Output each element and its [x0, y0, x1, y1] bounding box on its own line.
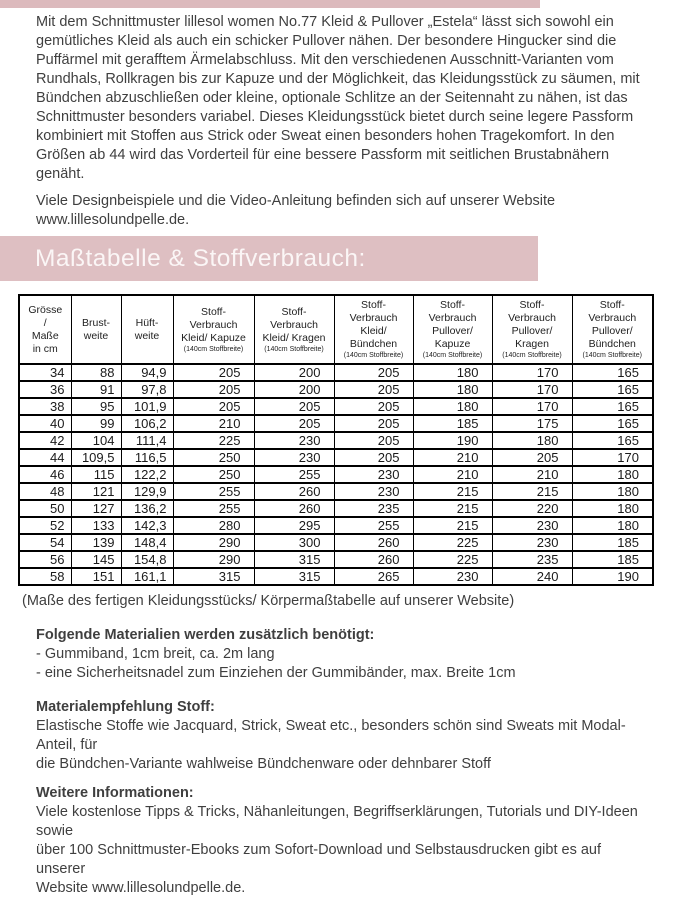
value-cell: 255 — [334, 517, 413, 534]
table-row — [19, 364, 653, 381]
value-cell: 260 — [334, 534, 413, 551]
value-cell: 210 — [413, 449, 492, 466]
info-heading: Weitere Informationen: — [36, 785, 194, 801]
column-header-line: Kleid/ Kapuze — [181, 331, 246, 344]
value-cell: 205 — [334, 364, 413, 381]
value-cell: 210 — [173, 415, 254, 432]
column-header-line: Pullover/ — [432, 325, 473, 337]
value-cell: 230 — [254, 449, 334, 466]
table-row — [19, 449, 653, 466]
value-cell: 205 — [254, 415, 334, 432]
value-cell: 205 — [334, 449, 413, 466]
value-cell: 88 — [71, 364, 121, 381]
value-cell: 170 — [572, 449, 653, 466]
column-header-line: Brust- — [81, 316, 110, 329]
value-cell: 255 — [254, 466, 334, 483]
value-cell: 210 — [492, 466, 572, 483]
column-header-line: Stoff- — [361, 299, 386, 311]
size-cell: 50 — [19, 500, 71, 517]
value-cell: 111,4 — [121, 432, 173, 449]
value-cell: 315 — [254, 568, 334, 585]
value-cell: 109,5 — [71, 449, 121, 466]
value-cell: 250 — [173, 449, 254, 466]
column-header-line: Grösse — [28, 303, 63, 316]
value-cell: 230 — [254, 432, 334, 449]
value-cell: 122,2 — [121, 466, 173, 483]
value-cell: 235 — [492, 551, 572, 568]
column-header — [334, 295, 413, 364]
table-row — [19, 415, 653, 432]
value-cell: 205 — [492, 449, 572, 466]
value-cell: 215 — [492, 483, 572, 500]
size-cell: 54 — [19, 534, 71, 551]
column-header-line: Stoff- — [599, 299, 625, 311]
value-cell: 220 — [492, 500, 572, 517]
column-header-line: Kleid/ Kragen — [262, 331, 326, 344]
more-info-section — [36, 784, 647, 898]
column-header-line: Verbrauch — [588, 312, 637, 324]
size-cell: 34 — [19, 364, 71, 381]
website-note-line: Viele Designbeispiele und die Video-Anleitung befinden sich auf unserer Website — [36, 193, 556, 209]
value-cell: 180 — [572, 483, 653, 500]
column-header-line: Kleid/ — [360, 325, 387, 337]
value-cell: 154,8 — [121, 551, 173, 568]
value-cell: 165 — [572, 381, 653, 398]
info-line: über 100 Schnittmuster-Ebooks zum Sofort-Download und Selbstausdrucken gibt es auf unserer — [36, 842, 602, 877]
value-cell: 205 — [254, 398, 334, 415]
value-cell: 280 — [173, 517, 254, 534]
value-cell: 101,9 — [121, 398, 173, 415]
info-line: Viele kostenlose Tipps & Tricks, Nähanleitungen, Begriffserklärungen, Tutorials und DIY-Ideen sowie — [36, 804, 638, 839]
value-cell: 185 — [572, 534, 653, 551]
value-cell: 225 — [413, 534, 492, 551]
size-cell: 40 — [19, 415, 71, 432]
value-cell: 260 — [254, 483, 334, 500]
value-cell: 180 — [572, 517, 653, 534]
table-caption: (Maße des fertigen Kleidungsstücks/ Körpermaßtabelle auf unserer Website) — [22, 593, 515, 609]
value-cell: 205 — [334, 415, 413, 432]
fabric-width-note: (140cm Stoffbreite) — [502, 352, 562, 359]
value-cell: 210 — [413, 466, 492, 483]
fabric-width-note: (140cm Stoffbreite) — [582, 352, 642, 359]
column-header-line: Stoff- — [201, 305, 226, 318]
value-cell: 165 — [572, 398, 653, 415]
fabric-heading: Materialempfehlung Stoff: — [36, 699, 215, 715]
value-cell: 106,2 — [121, 415, 173, 432]
value-cell: 250 — [173, 466, 254, 483]
value-cell: 170 — [492, 381, 572, 398]
value-cell: 185 — [572, 551, 653, 568]
column-header-line: Verbrauch — [270, 318, 318, 331]
value-cell: 290 — [173, 551, 254, 568]
top-accent-bar — [0, 0, 540, 8]
column-header-line: Verbrauch — [508, 312, 556, 324]
column-header-line: Verbrauch — [428, 312, 477, 324]
column-header-line: weite — [134, 329, 160, 342]
size-cell: 46 — [19, 466, 71, 483]
column-header-line: Bündchen — [588, 338, 636, 350]
column-header-line: Stoff- — [440, 299, 465, 311]
value-cell: 230 — [492, 517, 572, 534]
column-header-line: Verbrauch — [349, 312, 398, 324]
value-cell: 315 — [173, 568, 254, 585]
value-cell: 180 — [413, 381, 492, 398]
value-cell: 205 — [334, 432, 413, 449]
materials-section — [36, 626, 647, 683]
column-header — [71, 295, 121, 364]
value-cell: 170 — [492, 364, 572, 381]
value-cell: 165 — [572, 415, 653, 432]
value-cell: 260 — [334, 551, 413, 568]
value-cell: 104 — [71, 432, 121, 449]
size-cell: 48 — [19, 483, 71, 500]
size-cell: 52 — [19, 517, 71, 534]
value-cell: 180 — [572, 500, 653, 517]
value-cell: 190 — [413, 432, 492, 449]
table-row — [19, 466, 653, 483]
value-cell: 148,4 — [121, 534, 173, 551]
column-header-line: Kragen — [515, 338, 549, 350]
value-cell: 265 — [334, 568, 413, 585]
fabric-width-note: (140cm Stoffbreite) — [183, 345, 244, 353]
website-url: www.lillesolundpelle.de. — [36, 212, 190, 228]
measurement-table — [18, 294, 654, 586]
table-row — [19, 500, 653, 517]
value-cell: 180 — [413, 398, 492, 415]
value-cell: 94,9 — [121, 364, 173, 381]
value-cell: 240 — [492, 568, 572, 585]
value-cell: 205 — [173, 364, 254, 381]
value-cell: 95 — [71, 398, 121, 415]
column-header-line: Kapuze — [434, 338, 471, 350]
materials-line: - Gummiband, 1cm breit, ca. 2m lang — [36, 646, 275, 662]
value-cell: 115 — [71, 466, 121, 483]
value-cell: 91 — [71, 381, 121, 398]
size-cell: 42 — [19, 432, 71, 449]
value-cell: 215 — [413, 500, 492, 517]
value-cell: 200 — [254, 364, 334, 381]
value-cell: 145 — [71, 551, 121, 568]
column-header — [173, 295, 254, 364]
column-header-line: Hüft- — [135, 316, 159, 329]
value-cell: 230 — [334, 466, 413, 483]
fabric-line: Elastische Stoffe wie Jacquard, Strick, Sweat etc., besonders schön sind Sweats mit Modal-Anteil, für — [36, 718, 626, 753]
value-cell: 170 — [492, 398, 572, 415]
column-header-line: Maße — [31, 329, 59, 342]
column-header-line: Stoff- — [281, 305, 307, 318]
size-cell: 56 — [19, 551, 71, 568]
value-cell: 290 — [173, 534, 254, 551]
value-cell: 255 — [173, 500, 254, 517]
value-cell: 185 — [413, 415, 492, 432]
section-title: Maßtabelle & Stoffverbrauch: — [35, 244, 366, 272]
value-cell: 215 — [413, 517, 492, 534]
value-cell: 205 — [334, 398, 413, 415]
value-cell: 116,5 — [121, 449, 173, 466]
column-header — [121, 295, 173, 364]
value-cell: 255 — [173, 483, 254, 500]
column-header-line: Stoff- — [519, 299, 545, 311]
value-cell: 161,1 — [121, 568, 173, 585]
value-cell: 190 — [572, 568, 653, 585]
size-cell: 44 — [19, 449, 71, 466]
table-row — [19, 398, 653, 415]
value-cell: 225 — [173, 432, 254, 449]
value-cell: 180 — [413, 364, 492, 381]
value-cell: 97,8 — [121, 381, 173, 398]
column-header — [492, 295, 572, 364]
value-cell: 235 — [334, 500, 413, 517]
materials-heading: Folgende Materialien werden zusätzlich benötigt: — [36, 627, 375, 643]
table-header-row — [19, 295, 653, 364]
value-cell: 180 — [492, 432, 572, 449]
column-header-line: Bündchen — [349, 338, 398, 350]
column-header — [19, 295, 71, 364]
value-cell: 260 — [254, 500, 334, 517]
value-cell: 200 — [254, 381, 334, 398]
value-cell: 230 — [492, 534, 572, 551]
column-header-line: Pullover/ — [591, 325, 633, 337]
value-cell: 165 — [572, 432, 653, 449]
column-header-line: in cm — [32, 342, 58, 355]
column-header-line: Pullover/ — [511, 325, 553, 337]
value-cell: 205 — [334, 381, 413, 398]
value-cell: 133 — [71, 517, 121, 534]
value-cell: 205 — [173, 398, 254, 415]
table-row — [19, 517, 653, 534]
size-cell: 58 — [19, 568, 71, 585]
value-cell: 99 — [71, 415, 121, 432]
fabric-width-note: (140cm Stoffbreite) — [343, 352, 404, 359]
column-header — [572, 295, 653, 364]
value-cell: 151 — [71, 568, 121, 585]
value-cell: 225 — [413, 551, 492, 568]
value-cell: 165 — [572, 364, 653, 381]
value-cell: 315 — [254, 551, 334, 568]
fabric-line: die Bündchen-Variante wahlweise Bündchenware oder dehnbarer Stoff — [36, 756, 491, 772]
value-cell: 180 — [572, 466, 653, 483]
column-header-line: / — [43, 316, 47, 329]
fabric-width-note: (140cm Stoffbreite) — [264, 345, 324, 353]
value-cell: 295 — [254, 517, 334, 534]
value-cell: 205 — [173, 381, 254, 398]
fabric-width-note: (140cm Stoffbreite) — [422, 352, 483, 359]
table-row — [19, 534, 653, 551]
section-header-bar — [0, 236, 538, 281]
fabric-recommendation-section — [36, 698, 647, 774]
column-header-line: Verbrauch — [189, 318, 238, 331]
value-cell: 142,3 — [121, 517, 173, 534]
column-header — [413, 295, 492, 364]
column-header-line: weite — [83, 329, 109, 342]
info-line: Website www.lillesolundpelle.de. — [36, 880, 246, 896]
table-row — [19, 551, 653, 568]
value-cell: 129,9 — [121, 483, 173, 500]
size-cell: 38 — [19, 398, 71, 415]
table-row — [19, 483, 653, 500]
table-row — [19, 568, 653, 585]
intro-paragraph: Mit dem Schnittmuster lillesol women No.77 Kleid & Pullover „Estela“ lässt sich sowohl ein gemütliches Kleid als auch ein schicker Pullover nähen. Der besondere Hingucker sind die Puffärmel mit gerafftem Ärmelabschluss. Mit den verschiedenen Ausschnitt-Varianten vom Rundhals, Rollkragen bis zur Kapuze und der Möglichkeit, das Kleidungsstück zu säumen, mit Bündchen abzuschließen oder kleine, optionale Schlitze an der Seitennaht zu nähen, ist das Schnittmuster besonders variabel. Dieses Kleidungsstück bietet durch seine legere Passform kombiniert mit Stoffen aus Strick oder Sweat einen besonders hohen Tragekomfort. In den Größen ab 44 wird das Vorderteil für eine bessere Passform mit seitlichen Brustabnähern genäht. — [36, 14, 640, 182]
website-note — [36, 192, 641, 230]
materials-line: - eine Sicherheitsnadel zum Einziehen der Gummibänder, max. Breite 1cm — [36, 665, 516, 681]
value-cell: 300 — [254, 534, 334, 551]
value-cell: 136,2 — [121, 500, 173, 517]
value-cell: 230 — [413, 568, 492, 585]
value-cell: 230 — [334, 483, 413, 500]
value-cell: 215 — [413, 483, 492, 500]
value-cell: 127 — [71, 500, 121, 517]
size-cell: 36 — [19, 381, 71, 398]
value-cell: 175 — [492, 415, 572, 432]
column-header — [254, 295, 334, 364]
value-cell: 139 — [71, 534, 121, 551]
table-row — [19, 432, 653, 449]
table-row — [19, 381, 653, 398]
value-cell: 121 — [71, 483, 121, 500]
